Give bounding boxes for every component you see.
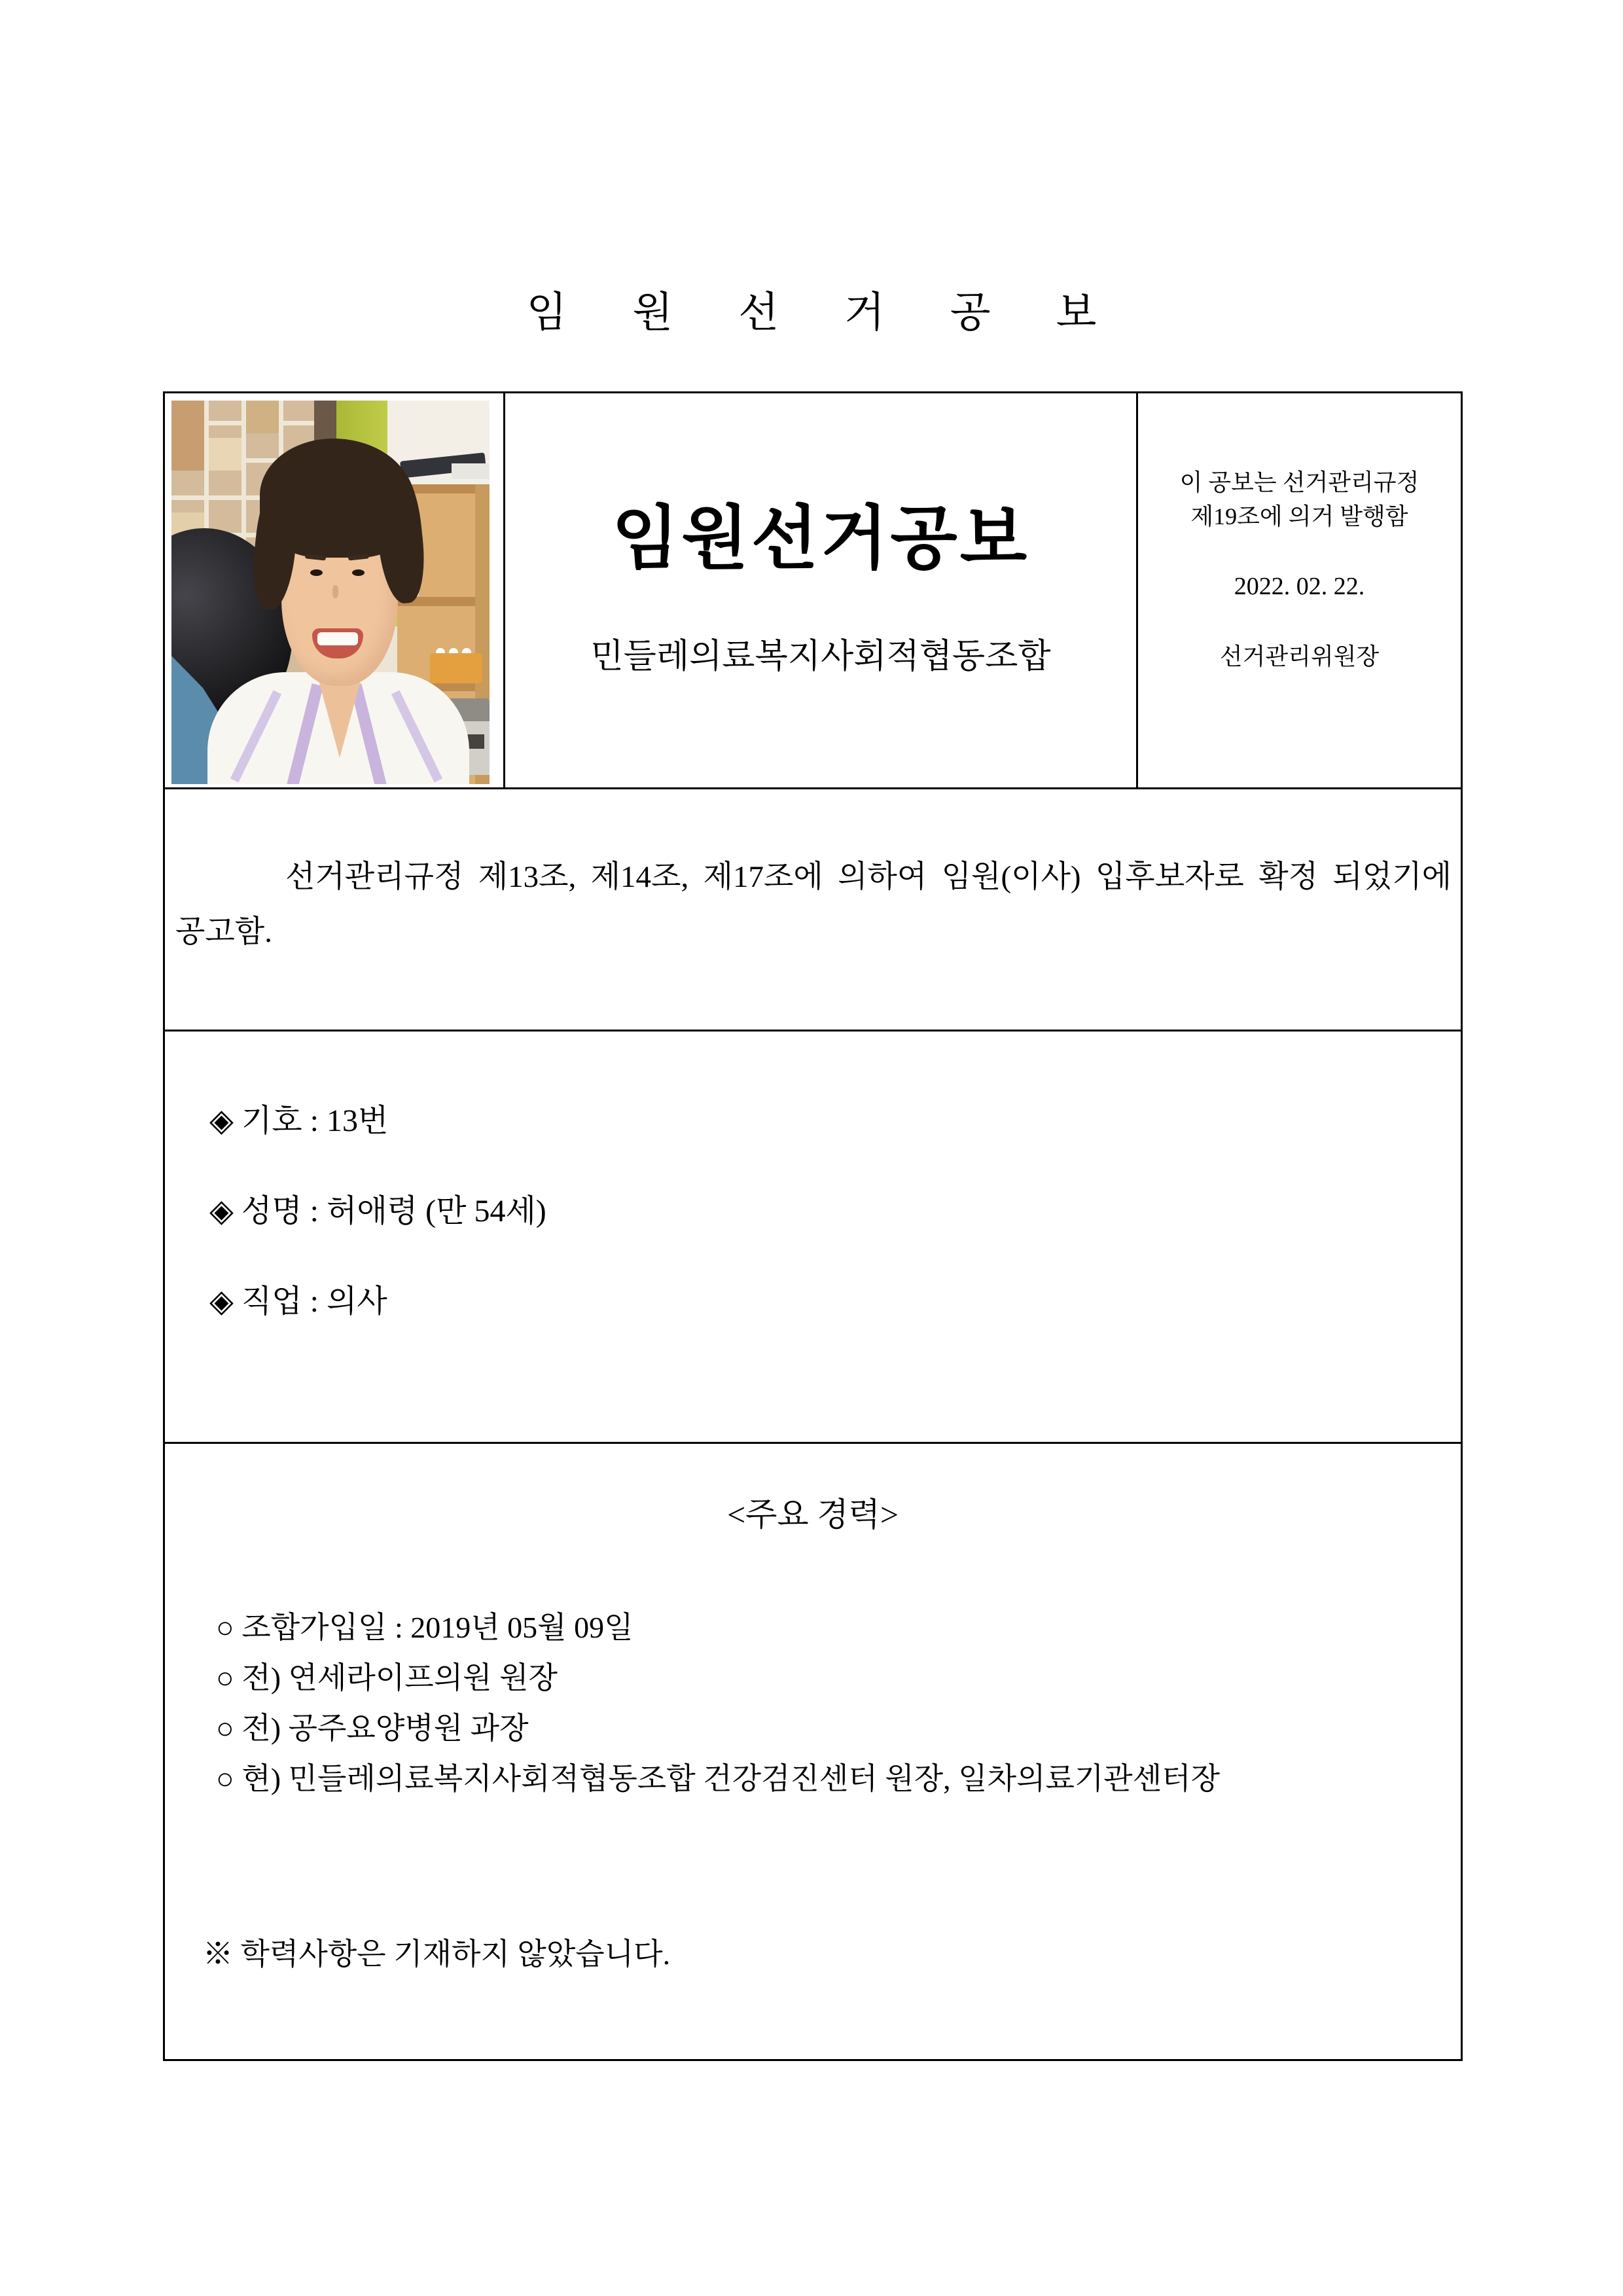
header-table bbox=[163, 391, 1463, 789]
candidate-number: ◈ 기호 : 13번 bbox=[209, 1103, 389, 1138]
issue-info-cell bbox=[1138, 393, 1461, 787]
career-section bbox=[163, 1442, 1463, 2061]
header-title: 임원선거공보 bbox=[611, 501, 1030, 577]
candidate-info-section bbox=[163, 1030, 1463, 1444]
career-heading: <주요 경력> bbox=[726, 1496, 899, 1533]
career-entry-former-2: ○ 전) 공주요양병원 과장 bbox=[216, 1712, 529, 1745]
issue-note bbox=[1180, 465, 1419, 533]
candidate-name: ◈ 성명 : 허애령 (만 54세) bbox=[209, 1194, 546, 1229]
basket-shape bbox=[430, 653, 482, 683]
education-footnote: ※ 학력사항은 기재하지 않았습니다. bbox=[203, 1937, 671, 1971]
papers-shape bbox=[452, 463, 490, 479]
candidate-photo bbox=[171, 401, 490, 784]
career-entry-former-1: ○ 전) 연세라이프의원 원장 bbox=[216, 1661, 558, 1695]
tile-shape bbox=[171, 401, 204, 471]
career-list bbox=[165, 1602, 1461, 1804]
announcement-text: 선거관리규정 제13조, 제14조, 제17조에 의하여 임원(이사) 입후보자로 확정 되었기에 공고함. bbox=[175, 860, 1452, 949]
tile-shape bbox=[209, 438, 241, 471]
tile-shape bbox=[246, 401, 279, 433]
title-cell bbox=[505, 393, 1138, 787]
teeth-shape bbox=[317, 632, 358, 645]
issuer-title: 선거관리위원장 bbox=[1219, 643, 1380, 670]
issue-date: 2022. 02. 22. bbox=[1234, 573, 1365, 600]
announcement-section bbox=[163, 787, 1463, 1031]
photo-cell bbox=[165, 393, 505, 787]
candidate-occupation: ◈ 직업 : 의사 bbox=[209, 1284, 387, 1319]
eye-shape bbox=[310, 569, 323, 576]
header-org-name: 민들레의료복지사회적협동조합 bbox=[590, 638, 1051, 675]
page-title: 임 원 선 거 공 보 bbox=[526, 289, 1124, 336]
nose-shape bbox=[332, 585, 338, 598]
eye-shape bbox=[352, 569, 365, 576]
issue-note-line2: 제19조에 의거 발행함 bbox=[1190, 503, 1408, 529]
issue-note-line1: 이 공보는 선거관리규정 bbox=[1179, 469, 1419, 495]
career-entry-current: ○ 현) 민들레의료복지사회적협동조합 건강검진센터 원장, 일차의료기관센터장 bbox=[216, 1762, 1221, 1795]
career-entry-join-date: ○ 조합가입일 : 2019년 05월 09일 bbox=[216, 1611, 633, 1644]
